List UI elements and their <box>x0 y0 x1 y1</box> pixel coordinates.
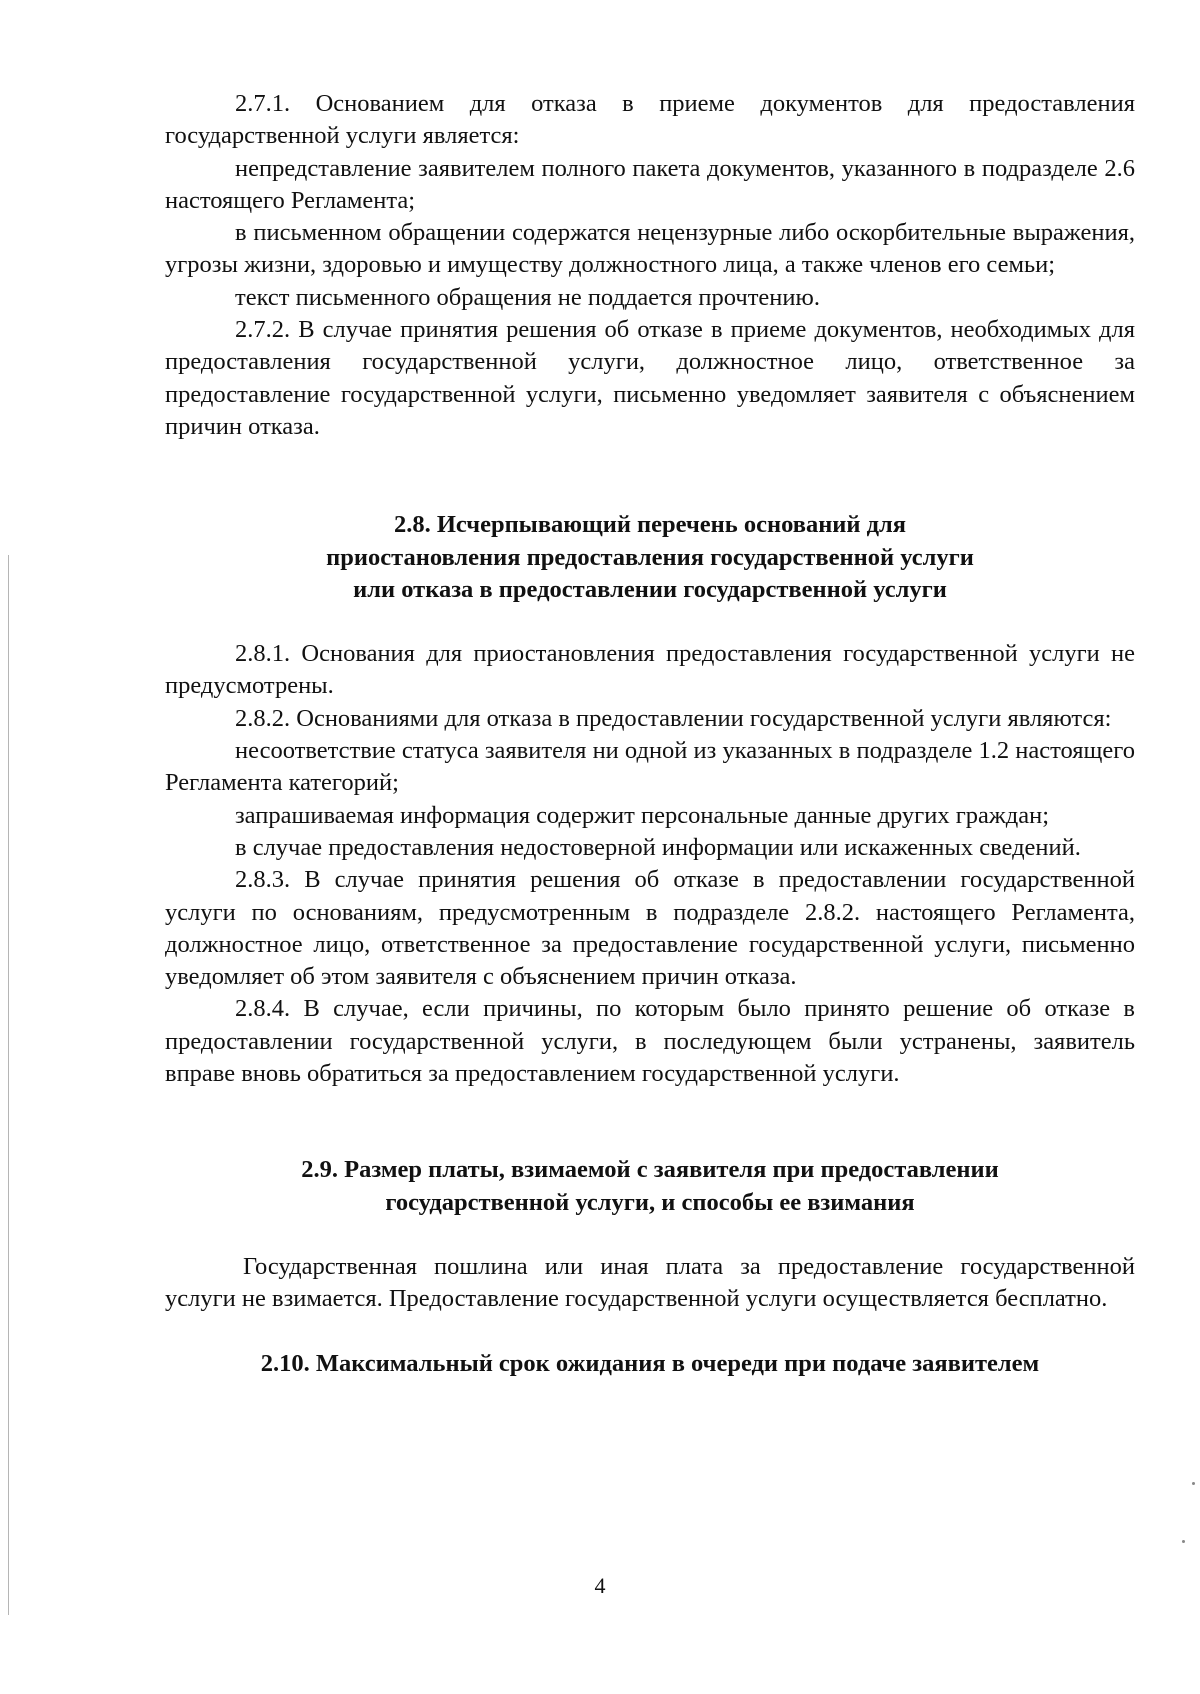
paragraph-2-8-2: 2.8.2. Основаниями для отказа в предоставлении государственной услуги являются: <box>235 704 1112 732</box>
paragraph-2-8-1: 2.8.1. Основания для приостановления предоставления государственной услуги не предусмотрены. <box>165 640 1135 700</box>
paragraph-2-8-3: 2.8.3. В случае принятия решения об отказе в предоставлении государственной услуги по основаниям, предусмотренным в подразделе 2.8.2. настоящего Регламента, должностное лицо, ответственное за предоставление государственной услуги, письменно уведомляет об этом заявителя с объяснением причин отказа. <box>165 866 1135 991</box>
paragraph-2-7-2: 2.7.2. В случае принятия решения об отказе в приеме документов, необходимых для предоставления государственной услуги, должностное лицо, ответственное за предоставление государственной услуги, письменно уведомляет заявителя с объяснением причин отказа. <box>165 316 1135 440</box>
section-heading-2-10: 2.10. Максимальный срок ожидания в очереди при подаче заявителем <box>260 1349 1040 1377</box>
heading-line: 2.8. Исчерпывающий перечень оснований для <box>393 511 907 539</box>
section-heading-2-8 <box>165 509 1135 606</box>
paragraph-2-8-2-item-3: в случае предоставления недостоверной информации или искаженных сведений. <box>235 833 1081 861</box>
paragraph-2-7-1: 2.7.1. Основанием для отказа в приеме документов для предоставления государственной услуги является: <box>165 90 1135 150</box>
heading-line: 2.9. Размер платы, взимаемой с заявителя при предоставлении <box>301 1156 999 1184</box>
paragraph-2-7-1-item-2: в письменном обращении содержатся нецензурные либо оскорбительные выражения, угрозы жизни, здоровью и имуществу должностного лица, а также членов его семьи; <box>165 219 1135 279</box>
paragraph-2-9: Государственная пошлина или иная плата за предоставление государственной услуги не взимается. Предоставление государственной услуги осуществляется бесплатно. <box>165 1252 1135 1313</box>
paragraph-2-8-4: 2.8.4. В случае, если причины, по которым было принято решение об отказе в предоставлении государственной услуги, в последующем были устранены, заявитель вправе вновь обратиться за предоставлением государственной услуги. <box>165 995 1135 1088</box>
paragraph-2-7-1-item-3: текст письменного обращения не поддается прочтению. <box>235 283 820 311</box>
page-number: 4 <box>594 1573 606 1598</box>
heading-line: приостановления предоставления государственной услуги <box>326 543 974 571</box>
paragraph-2-8-2-item-2: запрашиваемая информация содержит персональные данные других граждан; <box>235 801 1050 829</box>
paragraph-2-7-1-item-1: непредставление заявителем полного пакета документов, указанного в подразделе 2.6 настоящего Регламента; <box>165 154 1135 214</box>
heading-line: государственной услуги, и способы ее взимания <box>385 1188 915 1216</box>
scan-speck <box>1182 1540 1185 1543</box>
scan-speck <box>1192 1482 1195 1485</box>
document-body <box>165 88 1135 1380</box>
section-heading-2-9 <box>165 1154 1135 1219</box>
scan-edge-line <box>8 555 9 1615</box>
paragraph-2-8-2-item-1: несоответствие статуса заявителя ни одной из указанных в подразделе 1.2 настоящего Регламента категорий; <box>165 737 1135 797</box>
heading-line: или отказа в предоставлении государственной услуги <box>353 575 947 603</box>
